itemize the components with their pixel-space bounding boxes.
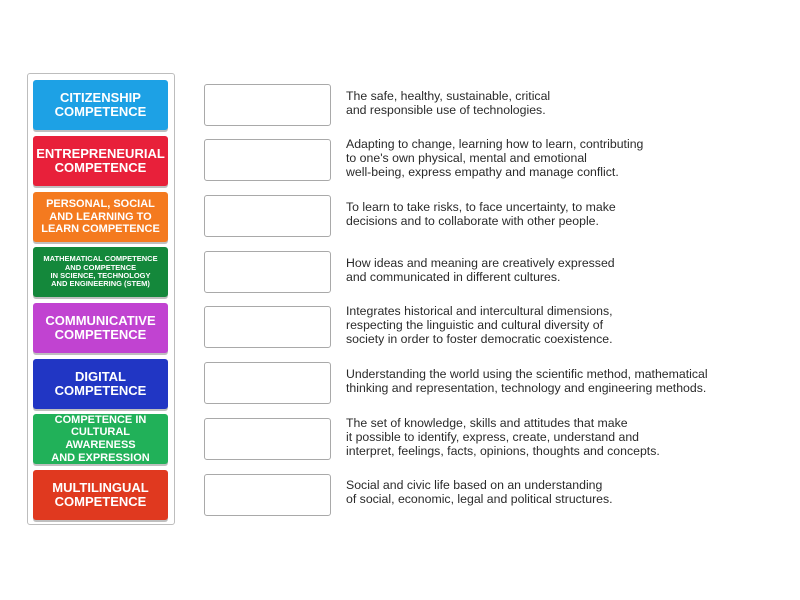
tile-multilingual-competence[interactable] — [33, 470, 168, 520]
tile-label: CITIZENSHIP COMPETENCE — [54, 89, 147, 119]
description-1: The safe, healthy, sustainable, critical and responsible use of technologies. — [346, 89, 551, 117]
drop-slot-1[interactable] — [204, 84, 331, 126]
tile-entrepreneurial-competence[interactable] — [33, 136, 168, 186]
tile-digital-competence[interactable] — [33, 359, 168, 409]
tile-label: ENTREPRENEURIAL COMPETENCE — [36, 145, 165, 175]
tile-stem-competence[interactable] — [33, 247, 168, 297]
description-7: The set of knowledge, skills and attitudes that make it possible to identify, express, create, understand and interpret, feelings, facts, opinions, thoughts and concepts. — [346, 416, 660, 458]
description-3: To learn to take risks, to face uncertainty, to make decisions and to collaborate with other people. — [346, 200, 616, 228]
tile-label: MATHEMATICAL COMPETENCE AND COMPETENCE IN SCIENCE, TECHNOLOGY AND ENGINEERING (STEM) — [43, 254, 158, 289]
description-2: Adapting to change, learning how to learn, contributing to one's own physical, mental and emotional well-being, express empathy and manage conflict. — [346, 137, 644, 179]
tile-label: DIGITAL COMPETENCE — [54, 368, 147, 398]
drop-slot-3[interactable] — [204, 195, 331, 237]
tile-personal-social-learning-competence[interactable] — [33, 192, 168, 242]
tile-label: COMMUNICATIVE COMPETENCE — [45, 312, 156, 342]
description-4: How ideas and meaning are creatively expressed and communicated in different cultures. — [346, 256, 615, 284]
tile-communicative-competence[interactable] — [33, 303, 168, 353]
tile-label: PERSONAL, SOCIAL AND LEARNING TO LEARN COMPETENCE — [41, 198, 160, 236]
drop-slot-5[interactable] — [204, 306, 331, 348]
tile-label: MULTILINGUAL COMPETENCE — [52, 479, 149, 509]
tile-cultural-awareness-competence[interactable] — [33, 414, 168, 464]
description-5: Integrates historical and intercultural dimensions, respecting the linguistic and cultural diversity of society in order to foster democratic coexistence. — [346, 304, 613, 346]
drop-slot-7[interactable] — [204, 418, 331, 460]
drop-slot-6[interactable] — [204, 362, 331, 404]
drop-slot-8[interactable] — [204, 474, 331, 516]
drop-slot-4[interactable] — [204, 251, 331, 293]
drop-slot-2[interactable] — [204, 139, 331, 181]
tile-citizenship-competence[interactable] — [33, 80, 168, 130]
description-8: Social and civic life based on an understanding of social, economic, legal and political structures. — [346, 478, 613, 506]
tile-label: COMPETENCE IN CULTURAL AWARENESS AND EXPRESSION — [51, 413, 150, 464]
description-6: Understanding the world using the scientific method, mathematical thinking and representation, technology and engineering methods. — [346, 367, 708, 395]
